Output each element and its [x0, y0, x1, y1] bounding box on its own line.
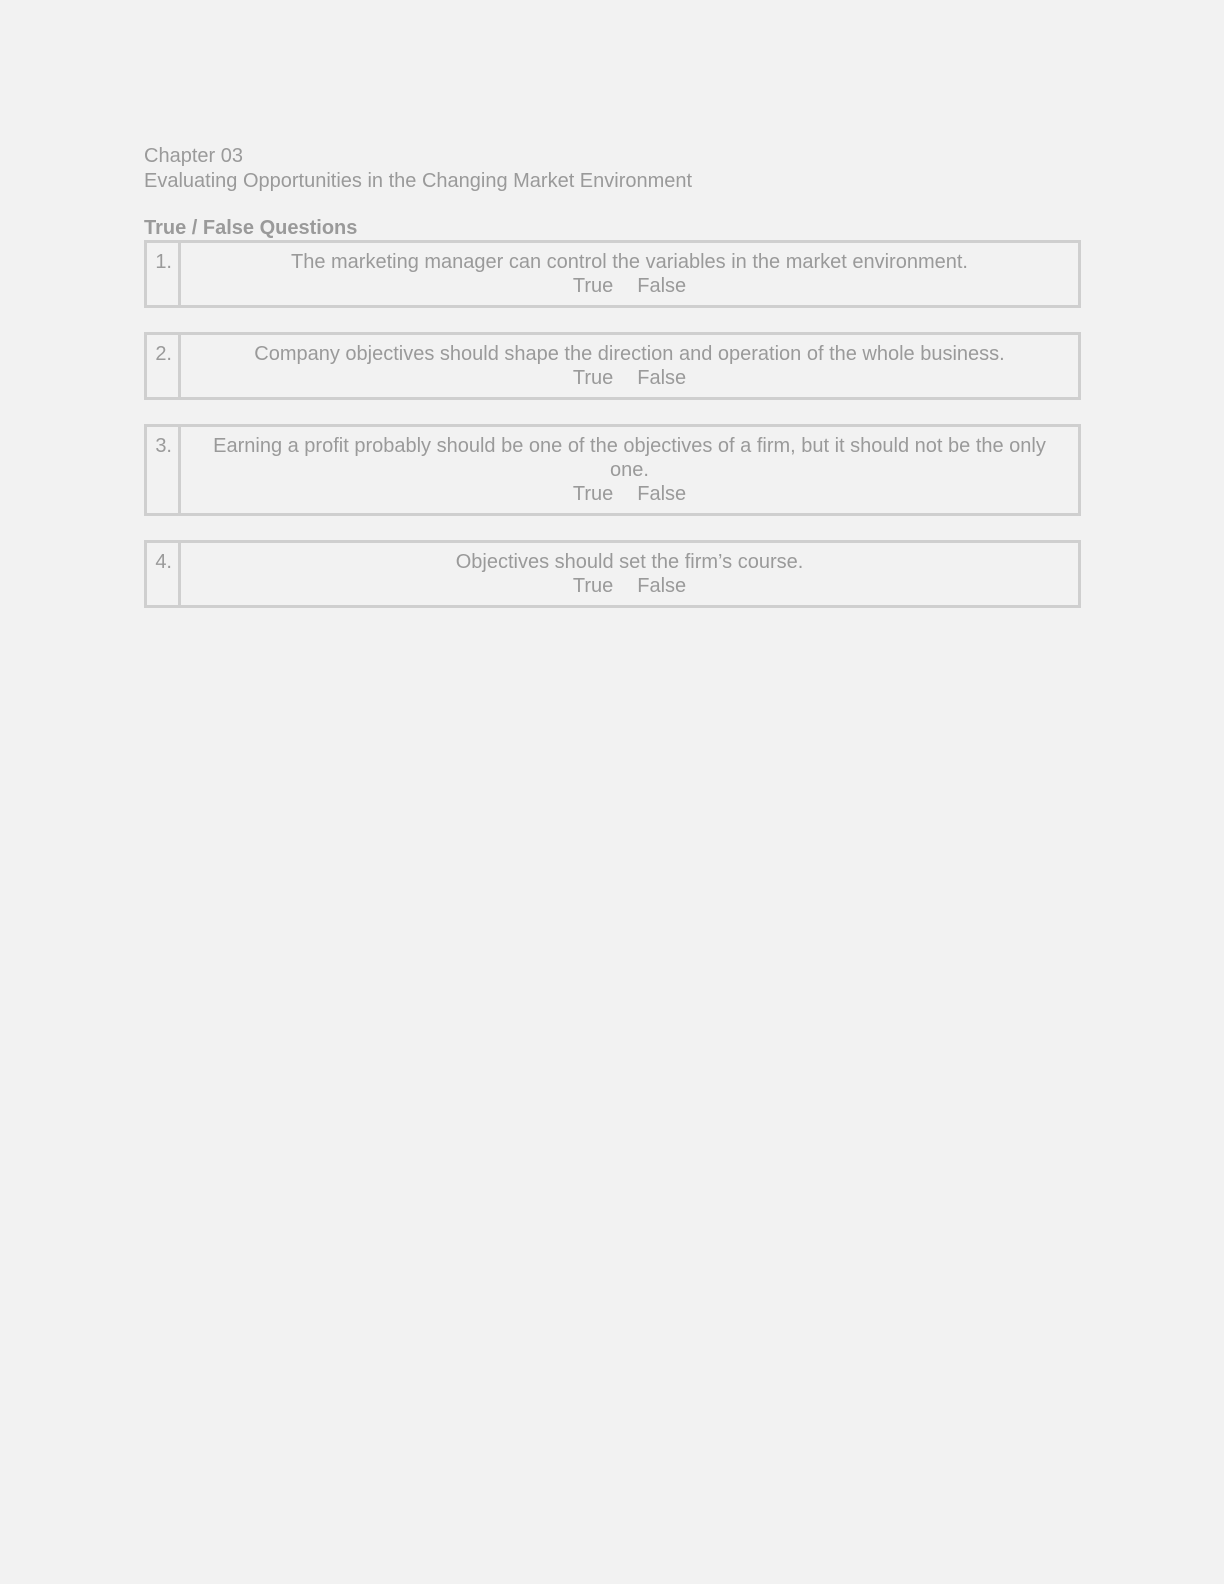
question-number: 2. [147, 335, 181, 397]
true-option[interactable]: True [572, 367, 614, 389]
question-body [181, 243, 1078, 305]
true-option[interactable]: True [572, 275, 614, 297]
question-body [181, 427, 1078, 513]
question-list [144, 240, 1081, 608]
section-title: True / False Questions [144, 217, 358, 239]
question-text: The marketing manager can control the variables in the market environment. [290, 251, 968, 273]
question-number: 3. [147, 427, 181, 513]
true-false-options [201, 366, 1058, 390]
question-body [181, 543, 1078, 605]
question-number: 4. [147, 543, 181, 605]
question-1 [144, 240, 1081, 308]
question-3 [144, 424, 1081, 516]
true-false-options [201, 274, 1058, 298]
question-4 [144, 540, 1081, 608]
false-option[interactable]: False [637, 367, 687, 389]
question-body [181, 335, 1078, 397]
true-option[interactable]: True [572, 575, 614, 597]
question-text: Company objectives should shape the direction and operation of the whole business. [254, 343, 1005, 365]
false-option[interactable]: False [637, 275, 687, 297]
chapter-number: Chapter 03 [144, 145, 243, 167]
question-2 [144, 332, 1081, 400]
true-false-options [201, 482, 1058, 506]
question-text: Earning a profit probably should be one of the objectives of a firm, but it should not be the only one. [213, 435, 1046, 481]
question-number: 1. [147, 243, 181, 305]
true-false-options [201, 574, 1058, 598]
question-text: Objectives should set the firm’s course. [455, 551, 804, 573]
false-option[interactable]: False [637, 575, 687, 597]
document-page [144, 144, 1081, 632]
chapter-title: Evaluating Opportunities in the Changing Market Environment [144, 170, 693, 192]
true-option[interactable]: True [572, 483, 614, 505]
false-option[interactable]: False [637, 483, 687, 505]
